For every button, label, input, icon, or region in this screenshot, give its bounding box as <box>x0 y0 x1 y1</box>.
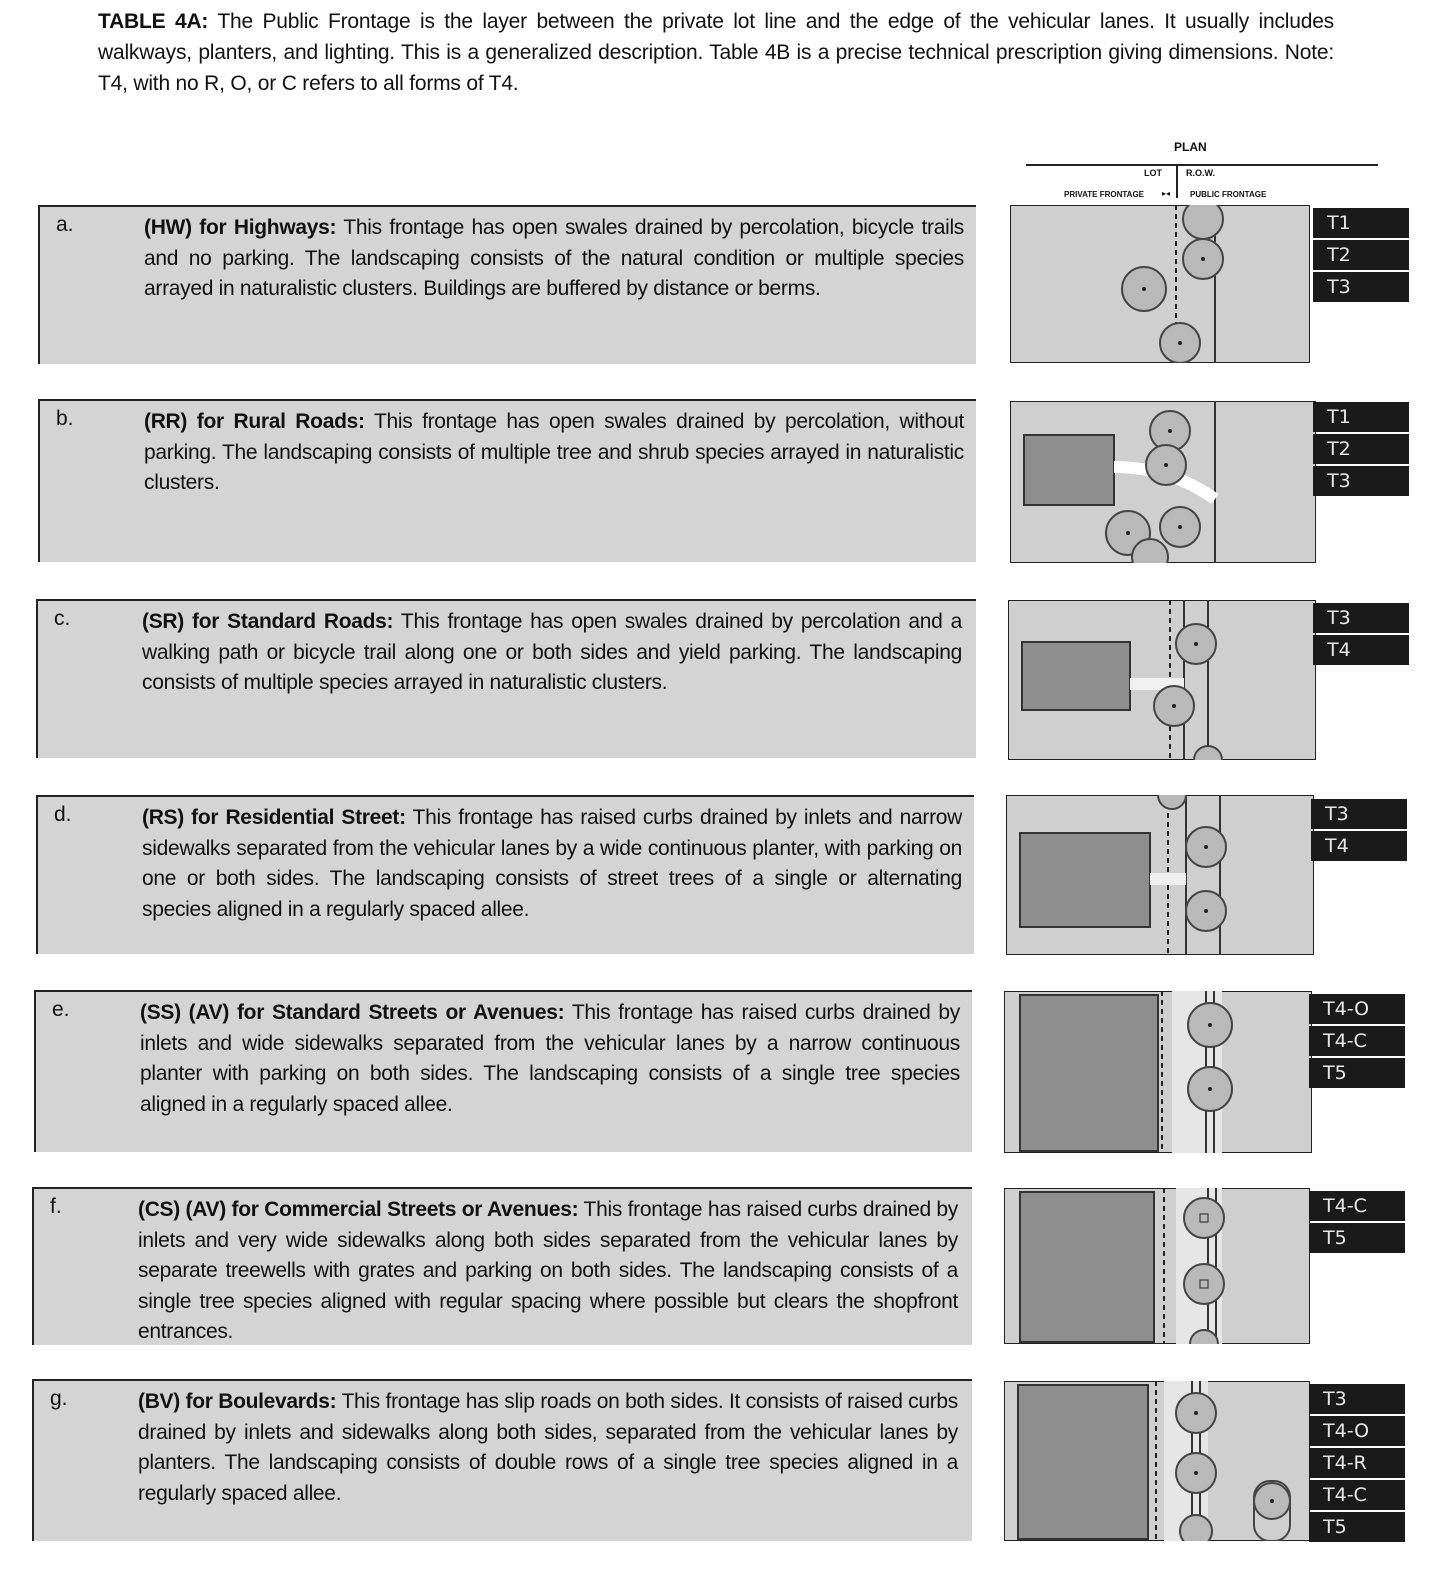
transect-tag: T5 <box>1309 1058 1405 1088</box>
transect-tag: T1 <box>1313 208 1409 238</box>
plan-diagram-a <box>1010 205 1310 363</box>
transect-tag: T3 <box>1313 272 1409 302</box>
lot-label: LOT <box>1144 168 1162 178</box>
row-heading: (BV) for Boulevards: <box>138 1390 337 1413</box>
row-letter: e. <box>52 998 70 1021</box>
row-heading: (SS) (AV) for Standard Streets or Avenues: <box>140 1001 565 1024</box>
transect-tags-c <box>1313 603 1409 667</box>
row-heading: (SR) for Standard Roads: <box>142 610 394 633</box>
transect-tags-a <box>1313 208 1409 304</box>
plan-diagram-b <box>1010 401 1316 563</box>
row-heading: (HW) for Highways: <box>144 216 337 239</box>
plan-diagram-e <box>1004 991 1312 1153</box>
row-text: This frontage has raised curbs drained by inlets and wide sidewalks separated from the vehicular lanes by a narrow continuous planter with parking on both sides. The landscaping consists of a single tree species aligned in a regularly spaced allee. <box>140 1001 960 1116</box>
row-letter: a. <box>56 213 74 236</box>
row-text: This frontage has raised curbs drained by inlets and very wide sidewalks along both sides separated from the vehicular lanes by separate treewells with grates and parking on both sides. The landscaping consists of a single tree species aligned with regular spacing where possible but clears the shopfront entrances. <box>138 1198 958 1343</box>
row-description <box>144 213 964 305</box>
transect-tag: T4 <box>1311 831 1407 861</box>
row-letter: g. <box>50 1387 68 1410</box>
row-letter: f. <box>50 1195 62 1218</box>
frontage-row-f <box>32 1187 972 1345</box>
transect-tags-f <box>1309 1191 1405 1255</box>
row-text: This frontage has open swales drained by percolation, without parking. The landscaping consists of multiple tree and shrub species arrayed in naturalistic clusters. <box>144 410 964 494</box>
private-frontage-label: PRIVATE FRONTAGE <box>1064 190 1144 199</box>
transect-tag: T4-R <box>1309 1448 1405 1478</box>
frontage-row-g <box>32 1379 972 1541</box>
transect-tags-g <box>1309 1384 1405 1544</box>
table-label: TABLE 4A: <box>98 10 209 33</box>
transect-tag: T4 <box>1313 635 1409 665</box>
frontage-row-c <box>36 599 976 758</box>
plan-label: PLAN <box>1174 140 1207 154</box>
table-description: The Public Frontage is the layer between the private lot line and the edge of the vehicular lanes. It usually includes walkways, planters, and lighting. This is a generalized description. Table 4B is a precise technical prescription giving dimensions. Note: T4, with no R, O, or C refers to all forms of T4. <box>98 10 1334 95</box>
row-description <box>142 607 962 699</box>
table-caption <box>98 6 1334 99</box>
transect-tag: T3 <box>1313 603 1409 633</box>
transect-tag: T2 <box>1313 240 1409 270</box>
frontage-arrows-icon: ▸◂ <box>1162 189 1171 198</box>
transect-tag: T3 <box>1309 1384 1405 1414</box>
frontage-row-e <box>34 990 972 1152</box>
row-text: This frontage has slip roads on both sides. It consists of raised curbs drained by inlets and sidewalks along both sides, separated from the vehicular lanes by planters. The landscaping consists of double rows of a single tree species aligned in a regularly spaced allee. <box>138 1390 959 1505</box>
row-description <box>140 998 960 1120</box>
row-description <box>142 803 962 925</box>
plan-diagram-f <box>1004 1188 1310 1344</box>
row-text: This frontage has open swales drained by percolation and a walking path or bicycle trail along one or both sides and yield parking. The landscaping consists of multiple species arrayed in naturalistic clusters. <box>142 610 962 694</box>
transect-tag: T4-C <box>1309 1191 1405 1221</box>
transect-tag: T4-C <box>1309 1026 1405 1056</box>
plan-legend <box>1026 136 1386 206</box>
row-text: This frontage has open swales drained by percolation, bicycle trails and no parking. The landscaping consists of the natural condition or multiple species arrayed in naturalistic clusters. Buildings are buffered by distance or berms. <box>144 216 965 300</box>
transect-tag: T4-C <box>1309 1480 1405 1510</box>
frontage-row-d <box>36 795 974 954</box>
row-heading: (CS) (AV) for Commercial Streets or Avenues: <box>138 1198 579 1221</box>
row-description <box>138 1195 958 1348</box>
transect-tag: T4-O <box>1309 1416 1405 1446</box>
transect-tags-e <box>1309 994 1405 1090</box>
row-description <box>138 1387 958 1509</box>
legend-line <box>1026 164 1378 166</box>
transect-tag: T1 <box>1313 402 1409 432</box>
transect-tags-b <box>1313 402 1409 498</box>
plan-diagram-c <box>1008 600 1316 760</box>
transect-tags-d <box>1311 799 1407 863</box>
row-letter: c. <box>54 607 71 630</box>
transect-tag: T3 <box>1313 466 1409 496</box>
row-label: R.O.W. <box>1186 168 1215 178</box>
row-letter: b. <box>56 407 74 430</box>
row-heading: (RS) for Residential Street: <box>142 806 406 829</box>
frontage-row-b <box>38 399 976 562</box>
transect-tag: T2 <box>1313 434 1409 464</box>
legend-divider <box>1176 166 1178 198</box>
frontage-row-a <box>38 205 976 364</box>
row-letter: d. <box>54 803 72 826</box>
row-text: This frontage has raised curbs drained by inlets and narrow sidewalks separated from the vehicular lanes by a wide continuous planter, with parking on one or both sides. The landscaping consists of street trees of a single or alternating species aligned in a regularly spaced allee. <box>142 806 963 921</box>
transect-tag: T5 <box>1309 1223 1405 1253</box>
row-description <box>144 407 964 499</box>
plan-diagram-g <box>1004 1381 1310 1541</box>
row-heading: (RR) for Rural Roads: <box>144 410 365 433</box>
transect-tag: T3 <box>1311 799 1407 829</box>
transect-tag: T4-O <box>1309 994 1405 1024</box>
transect-tag: T5 <box>1309 1512 1405 1542</box>
public-frontage-label: PUBLIC FRONTAGE <box>1190 190 1267 199</box>
plan-diagram-d <box>1006 795 1314 955</box>
